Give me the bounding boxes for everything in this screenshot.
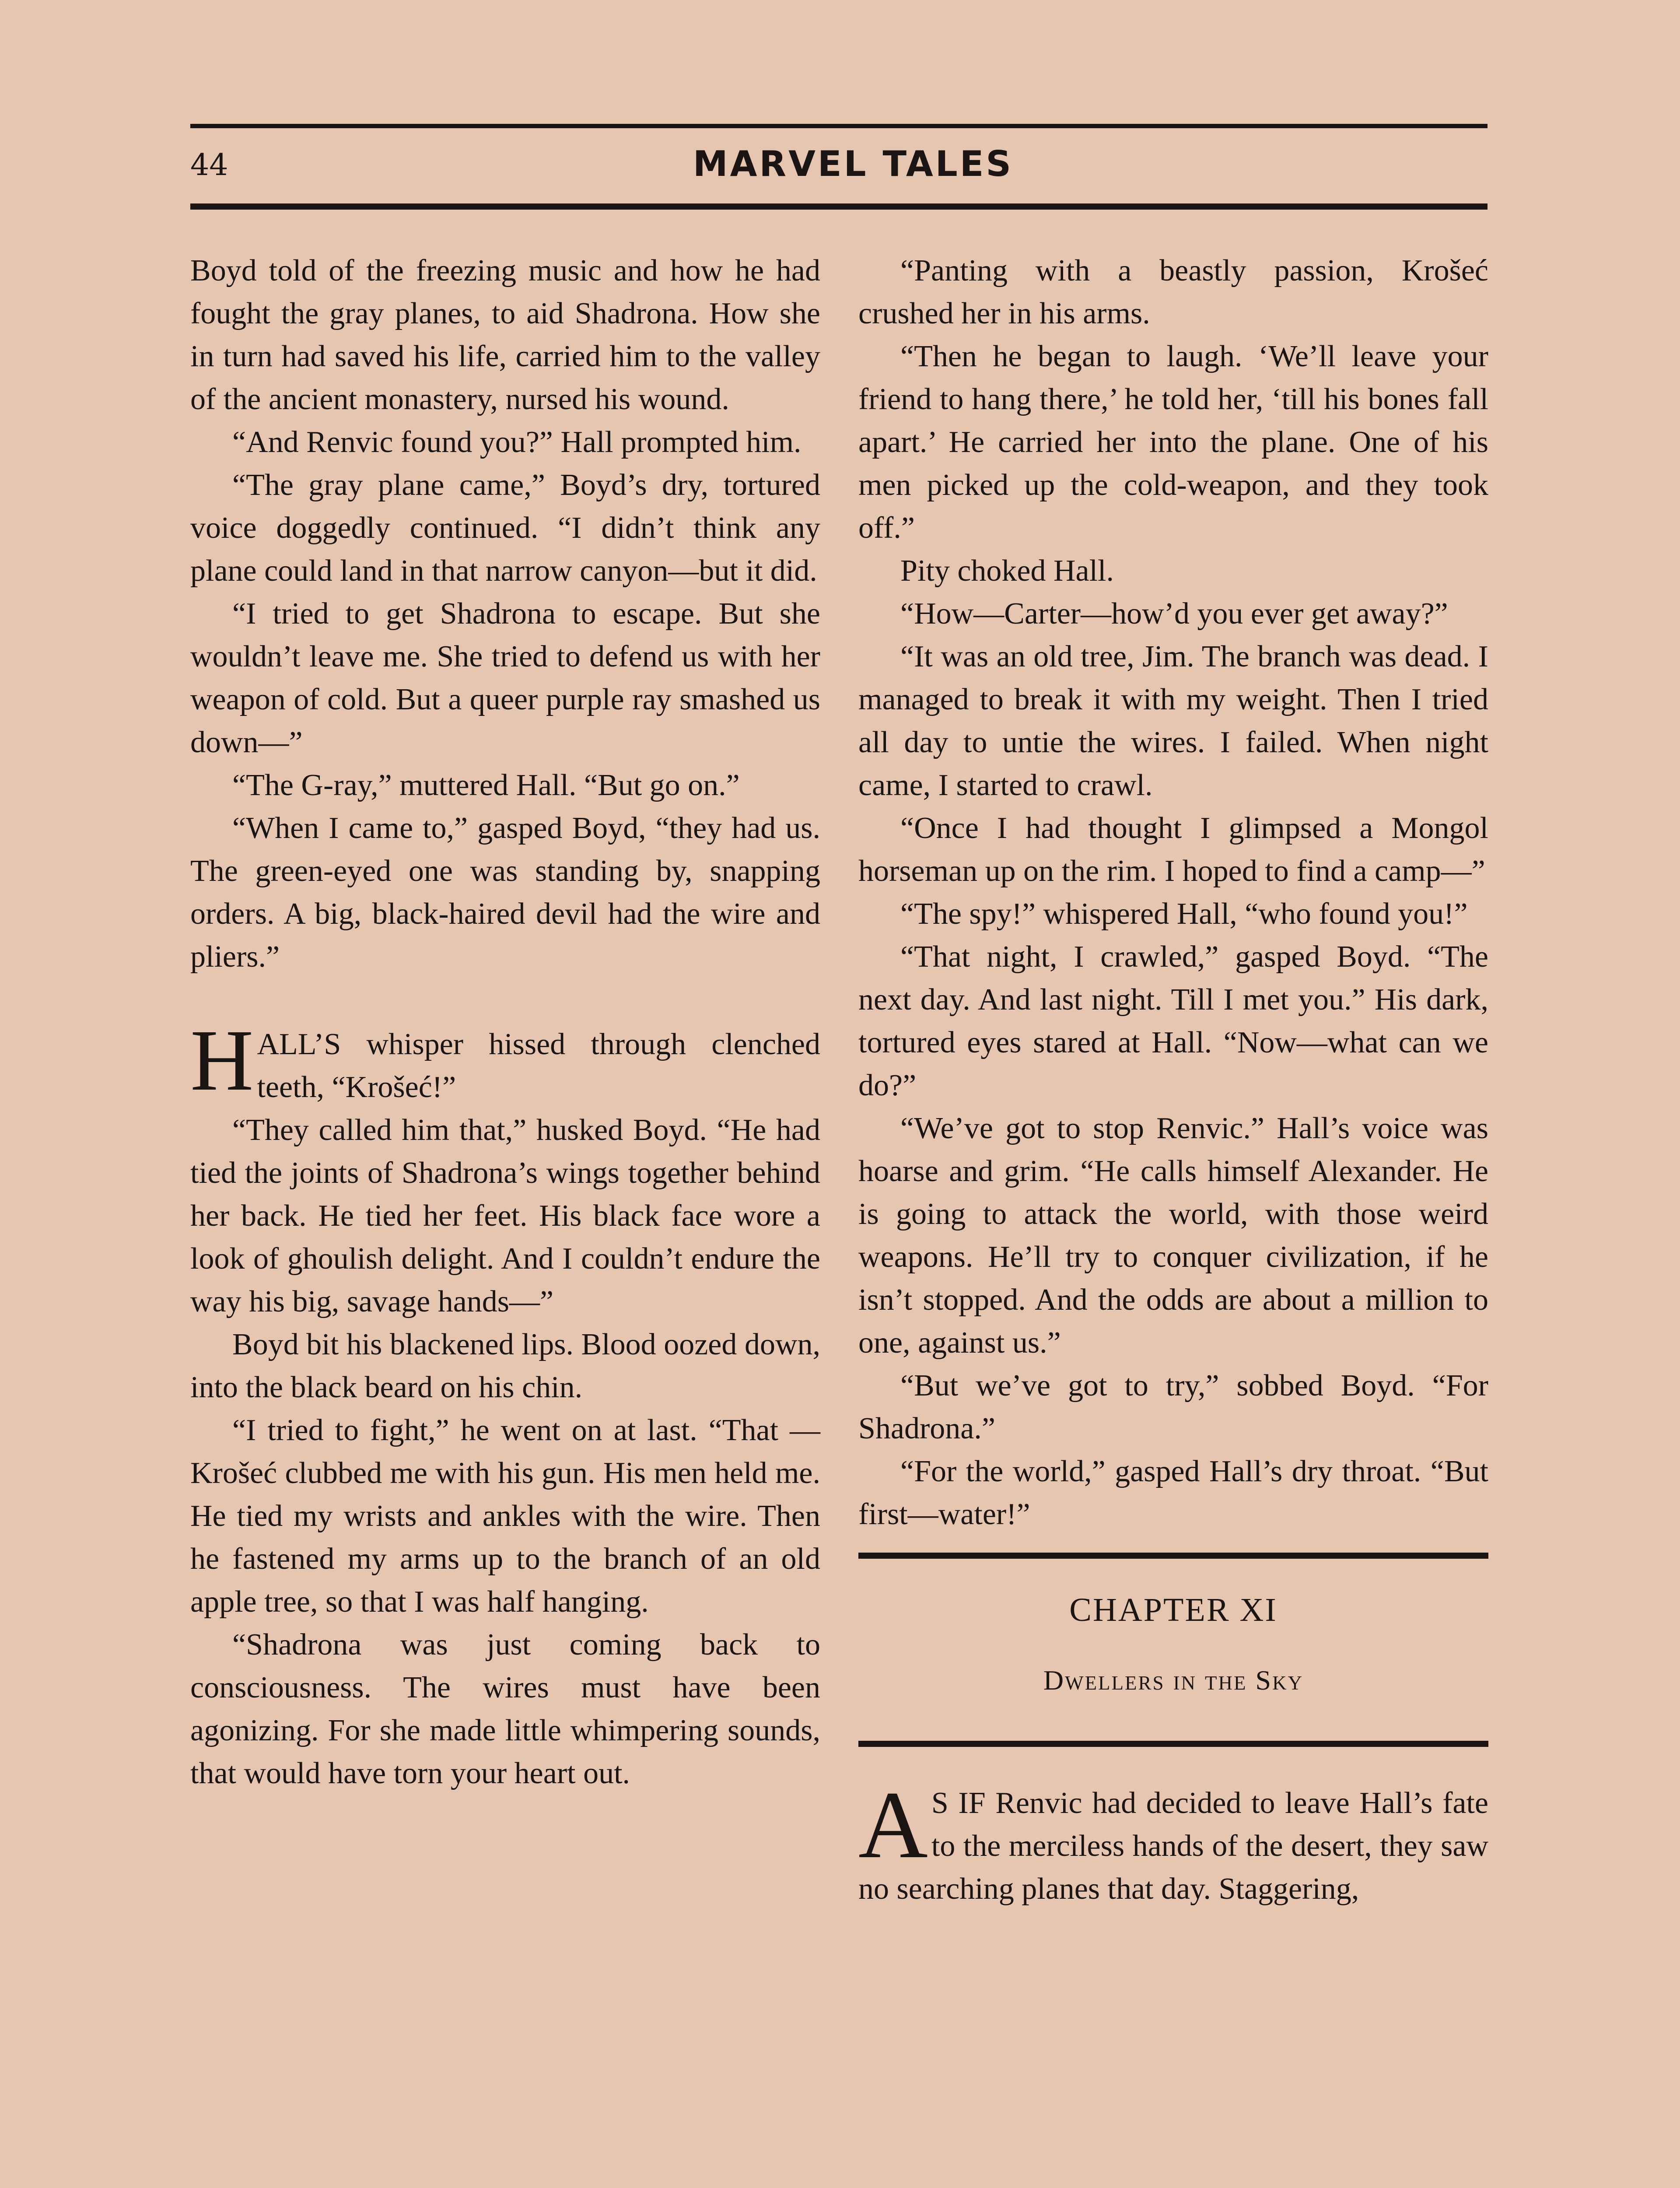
paragraph: Pity choked Hall.	[900, 554, 1114, 588]
paragraph: Boyd bit his blackened lips. Blood oozed down, into the black beard on his chin.	[190, 1328, 820, 1404]
paragraph: “For the world,” gasped Hall’s dry throat. “But first—water!”	[858, 1455, 1488, 1531]
paragraph: “Then he began to laugh. ‘We’ll leave your friend to hang there,’ he told her, ‘till his bones fall apart.’ He carried her into the plane. One of his men picked up the cold-weapon, and they took off.”	[858, 340, 1488, 545]
paragraph: “How—Carter—how’d you ever get away?”	[900, 597, 1448, 631]
paragraph: “I tried to get Shadrona to escape. But she wouldn’t leave me. She tried to defend us with her weapon of cold. But a queer purple ray smashed us down—”	[190, 597, 820, 759]
chapter-opening-paragraph	[858, 1771, 1488, 1911]
drop-cap-letter: H	[190, 1012, 254, 1109]
chapter-title: Dwellers in the Sky	[1043, 1665, 1304, 1696]
chapter-bottom-rule	[858, 1741, 1488, 1747]
paragraph: “The spy!” whispered Hall, “who found you!”	[900, 897, 1468, 931]
paragraph: “And Renvic found you?” Hall prompted him.	[232, 425, 802, 459]
right-column	[858, 249, 1488, 1911]
paragraph-text: ALL’S whisper hissed through clenched teeth, “Krošeć!”	[257, 1027, 820, 1104]
paragraph: “When I came to,” gasped Boyd, “they had us. The green-eyed one was standing by, snapping orders. A big, black-haired devil had the wire and pliers.”	[190, 811, 820, 974]
chapter-number: CHAPTER XI	[1069, 1592, 1278, 1628]
paragraph: “We’ve got to stop Renvic.” Hall’s voice was hoarse and grim. “He calls himself Alexander. He is going to attack the world, with those weird weapons. He’ll try to conquer civilization, if he isn’t stopped. And the odds are about a million to one, against us.”	[858, 1112, 1488, 1360]
paragraph: “But we’ve got to try,” sobbed Boyd. “For Shadrona.”	[858, 1369, 1488, 1445]
paragraph: Boyd told of the freezing music and how he had fought the gray planes, to aid Shadrona. How she in turn had saved his life, carried him to the valley of the ancient monastery, nursed his wound.	[190, 254, 820, 416]
page-number: 44	[190, 148, 228, 182]
chapter-heading	[858, 1553, 1488, 1747]
header-top-rule	[190, 124, 1488, 128]
left-column	[190, 249, 820, 1795]
section-opening-paragraph	[190, 1012, 820, 1109]
paragraph: “It was an old tree, Jim. The branch was dead. I managed to break it with my weight. Then I tried all day to untie the wires. I failed. When night came, I started to crawl.	[858, 640, 1488, 802]
paragraph: “That night, I crawled,” gasped Boyd. “The next day. And last night. Till I met you.” His dark, tortured eyes stared at Hall. “Now—what can we do?”	[858, 940, 1488, 1102]
paragraph: “Panting with a beastly passion, Krošeć crushed her in his arms.	[858, 254, 1488, 330]
drop-cap-letter: A	[858, 1771, 928, 1878]
chapter-top-rule	[858, 1553, 1488, 1559]
header-bottom-rule	[190, 203, 1488, 210]
paragraph: “Shadrona was just coming back to consciousness. The wires must have been agonizing. For she made little whimpering sounds, that would have torn your heart out.	[190, 1628, 820, 1790]
paragraph: “The G-ray,” muttered Hall. “But go on.”	[232, 768, 740, 802]
paragraph: “Once I had thought I glimpsed a Mongol horseman up on the rim. I hoped to find a camp—”	[858, 811, 1488, 888]
running-title: MARVEL TALES	[693, 144, 1014, 184]
paragraph: “The gray plane came,” Boyd’s dry, tortured voice doggedly continued. “I didn’t think any plane could land in that narrow canyon—but it did.	[190, 468, 820, 588]
paragraph: “I tried to fight,” he went on at last. “That — Krošeć clubbed me with his gun. His men held me. He tied my wrists and ankles with the wire. Then he fastened my arms up to the branch of an old apple tree, so that I was half hanging.	[190, 1413, 820, 1619]
paragraph-text: S IF Renvic had decided to leave Hall’s fate to the merciless hands of the desert, they saw no searching planes that day. Staggering,	[858, 1786, 1488, 1906]
paragraph: “They called him that,” husked Boyd. “He had tied the joints of Shadrona’s wings together behind her back. He tied her feet. His black face wore a look of ghoulish delight. And I couldn’t endure the way his big, savage hands—”	[190, 1113, 820, 1318]
